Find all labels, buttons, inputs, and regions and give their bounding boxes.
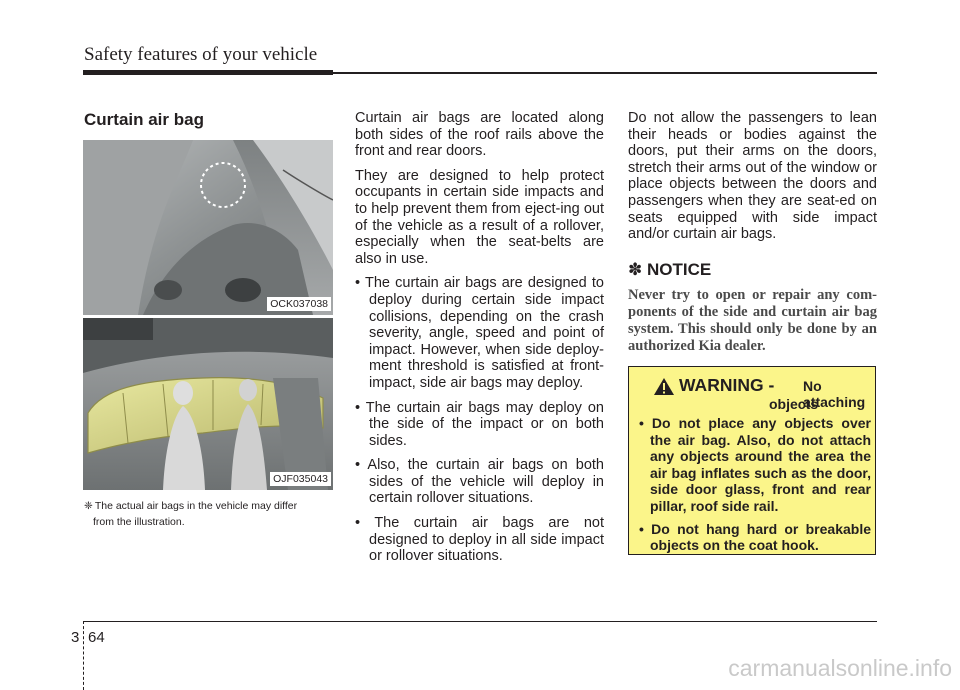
section-title: Curtain air bag	[84, 110, 204, 129]
warning-list	[639, 415, 871, 560]
notice-title: ✽ NOTICE	[628, 260, 712, 279]
warning-item: • Do not hang hard or breakable objects on the coat hook.	[639, 520, 871, 554]
body-paragraph: Do not allow the passengers to lean their heads or bodies against the doors, put their arms on the doors, stretch their arms out of the window or place objects between the doors and passengers when they are seat-ed on seats equipped with side impact and/or curtain air bags.	[628, 110, 877, 243]
footer-divider	[83, 621, 85, 690]
warning-label: WARNING -	[679, 375, 775, 395]
body-column-right	[628, 110, 877, 243]
curtain-airbag-illustration	[83, 318, 333, 490]
warning-triangle-icon	[653, 377, 675, 396]
page-header-title: Safety features of your vehicle	[84, 44, 318, 65]
figure-code: OCK037038	[267, 297, 331, 311]
figure-caption	[84, 498, 336, 530]
bullet-item: • The curtain air bags are not designed to deploy in all side impact or rollover situations.	[355, 515, 604, 565]
figure-roof-interior	[83, 140, 333, 315]
warning-subtitle: No attaching	[803, 378, 866, 410]
warning-box	[628, 366, 876, 555]
caption-mark: ❈	[84, 500, 93, 512]
warning-subtitle-line-2: objects	[769, 396, 819, 412]
roof-interior-illustration	[83, 140, 333, 315]
watermark: carmanualsonline.info	[728, 655, 952, 681]
notice-text: Never try to open or repair any com-ponents of the side and curtain air bag system. This should only be done by an authorized Kia dealer.	[628, 287, 877, 354]
chapter-number: 3	[71, 629, 80, 646]
body-paragraph: Curtain air bags are located along both sides of the roof rails above the front and rear doors.	[355, 110, 604, 160]
header-rule	[83, 72, 877, 74]
bullet-item: • The curtain air bags are designed to deploy during certain side impact collisions, depending on the crash severity, angle, speed and point of impact. However, when side deploy-ment threshold is satisfied at front-impact, side air bags may deploy.	[355, 275, 604, 391]
bullet-item: • Also, the curtain air bags on both sides of the vehicle will deploy in certain rollover situations.	[355, 457, 604, 507]
caption-line-2: from the illustration.	[93, 516, 185, 528]
bullet-item: • The curtain air bags may deploy on the side of the impact or on both sides.	[355, 399, 604, 449]
body-column-middle	[355, 110, 604, 573]
page-number: 64	[88, 629, 105, 646]
footer-rule	[83, 621, 877, 622]
caption-line-1: The actual air bags in the vehicle may differ	[94, 500, 298, 512]
body-paragraph: They are designed to help protect occupants in certain side impacts and to help prevent them from eject-ing out of the vehicle as a result of a rollover, especially when the seat-belts are also in use.	[355, 167, 604, 267]
figure-code: OJF035043	[270, 472, 331, 486]
warning-item: • Do not place any objects over the air bag. Also, do not attach any objects around the area the air bag inflates such as the door, side door glass, front and rear pillar, roof side rail.	[639, 415, 871, 514]
figure-curtain-airbag	[83, 318, 333, 490]
